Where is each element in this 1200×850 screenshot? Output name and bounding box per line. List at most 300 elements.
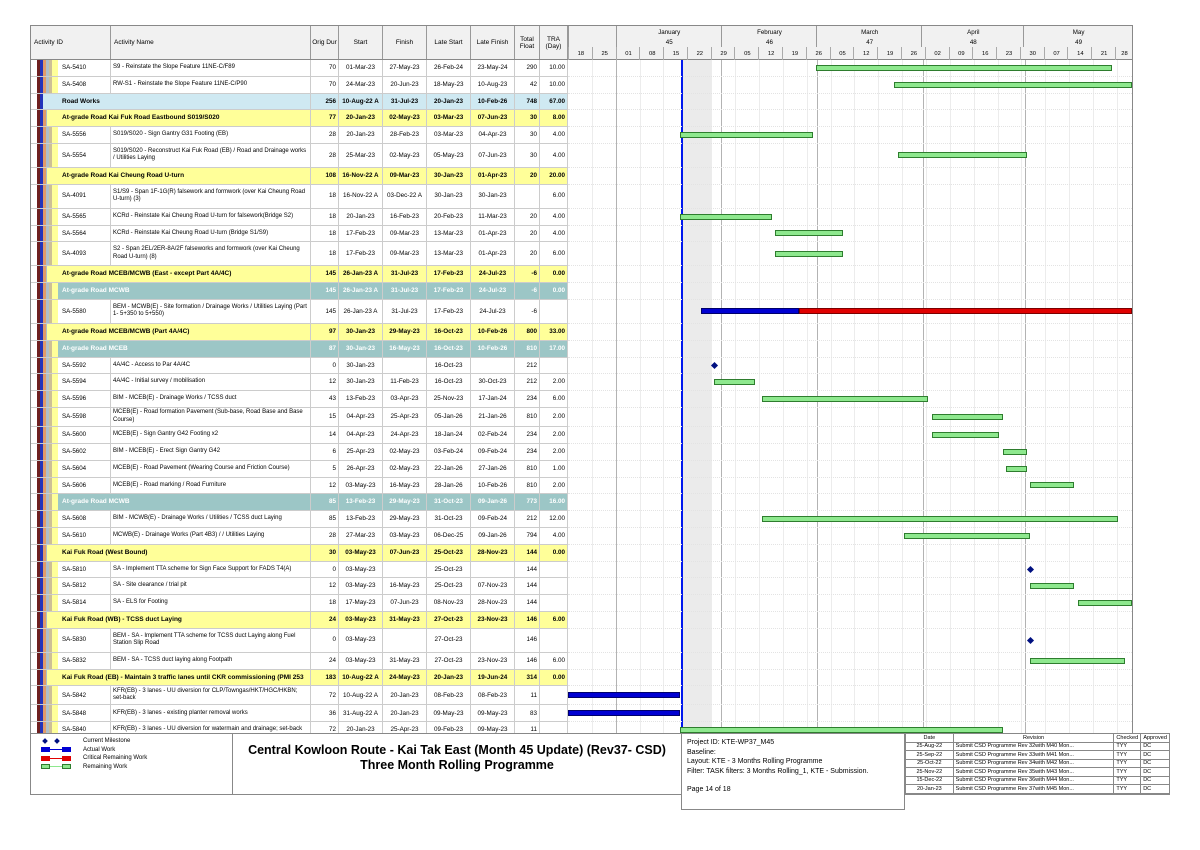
band-label: At-grade Road MCEB/MCWB (East - except Part 4A/4C)	[31, 266, 311, 282]
activity-row[interactable]	[31, 408, 1132, 427]
activity-row[interactable]	[31, 629, 1132, 653]
activity-row[interactable]	[31, 705, 1132, 722]
late-start-date: 18-Jan-24	[427, 427, 471, 443]
gantt-row	[568, 110, 1132, 127]
total-float: 212	[515, 511, 540, 527]
activity-id: SA-5840	[31, 722, 111, 738]
activity-row[interactable]	[31, 595, 1132, 612]
late-finish-date	[471, 562, 515, 578]
start-date: 30-Jan-23	[339, 324, 383, 340]
activity-name: S2 - Span 2EL/2ER-8A/2F falseworks and formwork (over Kai Cheung Road U-turn) (8)	[111, 242, 311, 265]
remaining-work-bar[interactable]	[1003, 449, 1027, 455]
week-tick-label: 30	[1020, 47, 1045, 61]
activity-id: SA-5610	[31, 528, 111, 544]
late-start-date: 16-Oct-23	[427, 324, 471, 340]
actual-work-bar[interactable]	[701, 308, 800, 314]
revision-cell	[906, 794, 954, 795]
tra-days: 33.00	[540, 324, 568, 340]
activity-name: MCEB(E) - Road Pavement (Wearing Course and Friction Course)	[111, 461, 311, 477]
actual-bar-icon	[41, 747, 77, 752]
total-float: 83	[515, 705, 540, 721]
start-date: 30-Jan-23	[339, 341, 383, 357]
timeline-header	[568, 26, 1132, 59]
gantt-row	[568, 545, 1132, 562]
late-finish-date: 09-Feb-24	[471, 444, 515, 460]
revision-cell: TYY	[1114, 768, 1141, 776]
finish-date: 16-May-23	[383, 578, 427, 594]
group-band-row[interactable]	[31, 94, 1132, 111]
gantt-row	[568, 358, 1132, 375]
activity-row[interactable]	[31, 686, 1132, 705]
tra-days	[540, 300, 568, 323]
band-label: At-grade Road MCEB	[31, 341, 311, 357]
revision-cell: DC	[1143, 751, 1152, 758]
activity-id: SA-4093	[31, 242, 111, 265]
critical-work-bar[interactable]	[799, 308, 1132, 314]
column-header-tra-day-[interactable]: TRA (Day)	[540, 26, 568, 59]
tra-days	[540, 578, 568, 594]
total-float: 234	[515, 427, 540, 443]
group-band-row[interactable]	[31, 283, 1132, 300]
group-band-row[interactable]	[31, 324, 1132, 341]
gantt-row	[568, 226, 1132, 243]
remaining-work-bar[interactable]	[762, 396, 928, 402]
activity-name: 4A/4C - Access to Par 4A/4C	[111, 358, 311, 374]
total-float: 11	[515, 686, 540, 704]
activity-name: BEM - SA - TCSS duct laying along Footpath	[111, 653, 311, 669]
late-finish-date: 07-Jun-23	[471, 110, 515, 126]
activity-row[interactable]	[31, 562, 1132, 579]
finish-date: 07-Jun-23	[383, 595, 427, 611]
activity-id: SA-5842	[31, 686, 111, 704]
activity-id: SA-5814	[31, 595, 111, 611]
month-number: 46	[721, 38, 817, 47]
tra-days: 1.00	[540, 461, 568, 477]
week-tick-label: 19	[782, 47, 807, 61]
column-header-orig-dur[interactable]: Orig Dur	[311, 26, 339, 59]
activity-id: SA-5608	[31, 511, 111, 527]
revision-cell: 20-Jan-23	[906, 785, 954, 793]
tra-days: 2.00	[540, 374, 568, 390]
finish-date: 25-Apr-23	[383, 722, 427, 738]
late-finish-date: 21-Jan-26	[471, 408, 515, 426]
legend-item-milestone	[41, 737, 232, 745]
orig-dur: 6	[311, 444, 339, 460]
total-float: 144	[515, 545, 540, 561]
gantt-row	[568, 324, 1132, 341]
finish-date: 20-Jan-23	[383, 705, 427, 721]
finish-date: 03-Apr-23	[383, 391, 427, 407]
late-finish-date: 30-Jan-23	[471, 185, 515, 208]
start-date: 03-May-23	[339, 629, 383, 652]
total-float: 800	[515, 324, 540, 340]
late-start-date: 25-Oct-23	[427, 562, 471, 578]
orig-dur: 145	[311, 266, 339, 282]
gantt-row	[568, 629, 1132, 653]
activity-id: SA-5556	[31, 127, 111, 143]
project-info-line: Filter: TASK filters: 3 Months Rolling_1, KTE - Submission.	[687, 767, 869, 775]
start-date: 03-May-23	[339, 653, 383, 669]
orig-dur: 87	[311, 341, 339, 357]
finish-date: 09-Mar-23	[383, 242, 427, 265]
late-start-date: 03-Mar-23	[427, 110, 471, 126]
milestone-diamond[interactable]	[711, 362, 718, 369]
gantt-row	[568, 595, 1132, 612]
activity-name: S019/S020 - Reconstruct Kai Fuk Road (EB) / Road and Drainage works / Utilities Laying	[111, 144, 311, 167]
orig-dur: 28	[311, 127, 339, 143]
start-date: 16-Nov-22 A	[339, 168, 383, 184]
programme-subtitle: Three Month Rolling Programme	[360, 758, 554, 772]
remaining-work-bar[interactable]	[680, 132, 813, 138]
late-finish-date: 24-Jul-23	[471, 300, 515, 323]
revision-cell: Revision	[954, 734, 1115, 742]
orig-dur: 183	[311, 670, 339, 686]
orig-dur: 0	[311, 629, 339, 652]
week-tick-label: 19	[877, 47, 902, 61]
orig-dur: 0	[311, 358, 339, 374]
activity-name: KFR(EB) - 3 lanes - UU diversion for watermain and drainage; set-back	[111, 722, 311, 738]
activity-row[interactable]	[31, 511, 1132, 528]
activity-id: SA-5580	[31, 300, 111, 323]
activity-id: SA-5600	[31, 427, 111, 443]
revision-cell: 25-Nov-22	[906, 768, 954, 776]
tra-days: 4.00	[540, 209, 568, 225]
remaining-work-bar[interactable]	[775, 230, 843, 236]
total-float: 212	[515, 374, 540, 390]
activity-name: BIM - MCEB(E) - Erect Sign Gantry G42	[111, 444, 311, 460]
gantt-row	[568, 511, 1132, 528]
finish-date: 24-May-23	[383, 670, 427, 686]
remaining-work-bar[interactable]	[932, 414, 1003, 420]
late-start-date: 25-Nov-23	[427, 391, 471, 407]
gantt-row	[568, 705, 1132, 722]
activity-name: MCEB(E) - Road marking / Road Furniture	[111, 478, 311, 494]
start-date: 31-Aug-22 A	[339, 705, 383, 721]
month-label	[568, 26, 617, 38]
week-tick-label: 28	[1115, 47, 1133, 61]
activity-row[interactable]	[31, 226, 1132, 243]
activity-row[interactable]	[31, 144, 1132, 168]
band-label: At-grade Road MCEB/MCWB (Part 4A/4C)	[31, 324, 311, 340]
gantt-row	[568, 461, 1132, 478]
week-tick-label: 26	[806, 47, 831, 61]
late-start-date: 27-Oct-23	[427, 612, 471, 628]
remaining-work-bar[interactable]	[904, 533, 1030, 539]
activity-row[interactable]	[31, 60, 1132, 77]
remaining-work-bar[interactable]	[816, 65, 1112, 71]
activity-row[interactable]	[31, 578, 1132, 595]
activity-row[interactable]	[31, 300, 1132, 324]
activity-name: KCRd - Reinstate Kai Cheung Road U-turn (Bridge S1/S9)	[111, 226, 311, 242]
orig-dur: 14	[311, 427, 339, 443]
late-start-date: 03-Feb-24	[427, 444, 471, 460]
week-tick-label: 09	[949, 47, 974, 61]
revision-cell: 25-Oct-22	[906, 760, 954, 768]
total-float: 30	[515, 127, 540, 143]
late-finish-date: 01-Apr-23	[471, 242, 515, 265]
orig-dur: 145	[311, 300, 339, 323]
orig-dur: 256	[311, 94, 339, 110]
column-header-finish[interactable]: Finish	[383, 26, 427, 59]
orig-dur: 85	[311, 494, 339, 510]
tra-days	[540, 686, 568, 704]
total-float	[515, 185, 540, 208]
legend-label: Critical Remaining Work	[83, 755, 148, 761]
remaining-work-bar[interactable]	[1030, 658, 1125, 664]
actual-work-bar[interactable]	[568, 692, 680, 698]
tra-days	[540, 562, 568, 578]
activity-row[interactable]	[31, 358, 1132, 375]
late-start-date: 08-Feb-23	[427, 686, 471, 704]
remaining-bar-icon	[41, 764, 77, 769]
timeline-month-numbers	[568, 38, 1132, 47]
late-start-date: 18-May-23	[427, 77, 471, 93]
orig-dur: 18	[311, 595, 339, 611]
remaining-work-bar[interactable]	[680, 214, 772, 220]
orig-dur: 70	[311, 77, 339, 93]
column-header-total-float[interactable]: Total Float	[515, 26, 540, 59]
week-tick-label: 12	[758, 47, 783, 61]
remaining-work-bar[interactable]	[1078, 600, 1132, 606]
late-start-date: 17-Feb-23	[427, 300, 471, 323]
late-finish-date: 10-Feb-26	[471, 341, 515, 357]
gantt-row	[568, 341, 1132, 358]
group-band-row[interactable]	[31, 110, 1132, 127]
column-header-activity-id[interactable]: Activity ID	[31, 26, 111, 59]
tra-days	[540, 629, 568, 652]
week-tick-label: 07	[1044, 47, 1069, 61]
legend-label: Remaining Work	[83, 763, 128, 770]
revision-cell: TYY	[1114, 760, 1141, 768]
revision-cell: Submit CSD Programme Rev 32with M40 Mon...	[954, 743, 1115, 751]
late-start-date: 30-Jan-23	[427, 168, 471, 184]
week-tick-label: 05	[830, 47, 855, 61]
late-start-date: 09-Feb-23	[427, 722, 471, 738]
start-date: 13-Feb-23	[339, 511, 383, 527]
gantt-row	[568, 408, 1132, 427]
finish-date: 29-May-23	[383, 324, 427, 340]
start-date: 20-Jan-23	[339, 722, 383, 738]
remaining-work-bar[interactable]	[762, 516, 1119, 522]
activity-id: SA-5592	[31, 358, 111, 374]
start-date: 03-May-23	[339, 612, 383, 628]
gantt-row	[568, 686, 1132, 705]
gantt-row	[568, 94, 1132, 111]
remaining-work-bar[interactable]	[714, 379, 755, 385]
remaining-work-bar[interactable]	[894, 82, 1132, 88]
late-finish-date: 09-Jan-26	[471, 494, 515, 510]
remaining-work-bar[interactable]	[1030, 482, 1074, 488]
gantt-row	[568, 578, 1132, 595]
late-finish-date	[471, 629, 515, 652]
late-finish-date: 23-Nov-23	[471, 612, 515, 628]
tra-days: 4.00	[540, 127, 568, 143]
late-start-date: 20-Jan-23	[427, 670, 471, 686]
revision-cell: Submit CSD Programme Rev 36with M44 Mon...	[954, 777, 1115, 785]
late-start-date: 17-Feb-23	[427, 283, 471, 299]
revision-cell: TYY	[1114, 785, 1141, 793]
start-date: 20-Jan-23	[339, 127, 383, 143]
revision-cell: Submit CSD Programme Rev 34with M42 Mon...	[954, 760, 1115, 768]
remaining-work-bar[interactable]	[1006, 466, 1026, 472]
activity-row[interactable]	[31, 653, 1132, 670]
remaining-work-bar[interactable]	[775, 251, 843, 257]
orig-dur: 72	[311, 686, 339, 704]
activity-row[interactable]	[31, 391, 1132, 408]
tra-days: 20.00	[540, 168, 568, 184]
milestone-diamond[interactable]	[1027, 566, 1034, 573]
group-band-row[interactable]	[31, 612, 1132, 629]
orig-dur: 72	[311, 722, 339, 738]
total-float: 212	[515, 358, 540, 374]
month-number: 49	[1023, 38, 1133, 47]
group-band-row[interactable]	[31, 545, 1132, 562]
activity-name: BIM - MCEB(E) - Drainage Works / TCSS duct	[111, 391, 311, 407]
activity-row[interactable]	[31, 444, 1132, 461]
gantt-row	[568, 77, 1132, 94]
revision-row	[906, 760, 1169, 769]
band-label: Road Works	[31, 94, 311, 110]
late-start-date: 16-Oct-23	[427, 341, 471, 357]
late-finish-date: 02-Feb-24	[471, 427, 515, 443]
activity-row[interactable]	[31, 242, 1132, 266]
late-finish-date: 09-Jan-26	[471, 528, 515, 544]
group-band-row[interactable]	[31, 266, 1132, 283]
revision-table	[905, 733, 1170, 795]
gantt-row	[568, 168, 1132, 185]
column-header-start[interactable]: Start	[339, 26, 383, 59]
activity-row[interactable]	[31, 185, 1132, 209]
activity-row[interactable]	[31, 127, 1132, 144]
late-start-date: 31-Oct-23	[427, 511, 471, 527]
tra-days: 4.00	[540, 226, 568, 242]
remaining-work-bar[interactable]	[898, 152, 1027, 158]
timeline-months	[568, 26, 1132, 38]
gantt-row	[568, 374, 1132, 391]
finish-date: 31-May-23	[383, 653, 427, 669]
revision-row	[906, 743, 1169, 752]
finish-date: 25-Apr-23	[383, 408, 427, 426]
start-date: 03-May-23	[339, 545, 383, 561]
activity-name: MCEB(E) - Road formation Pavement (Sub-base, Road Base and Base Course)	[111, 408, 311, 426]
gantt-row	[568, 209, 1132, 226]
activity-name: KCRd - Reinstate Kai Cheung Road U-turn for falsework(Bridge S2)	[111, 209, 311, 225]
activity-id: SA-5554	[31, 144, 111, 167]
revision-cell	[1114, 794, 1141, 795]
start-date: 17-May-23	[339, 595, 383, 611]
late-finish-date: 28-Nov-23	[471, 545, 515, 561]
late-start-date: 25-Oct-23	[427, 578, 471, 594]
week-tick-label: 14	[1067, 47, 1092, 61]
start-date: 24-Mar-23	[339, 77, 383, 93]
total-float: 810	[515, 461, 540, 477]
gantt-row	[568, 670, 1132, 687]
remaining-work-bar[interactable]	[932, 432, 1000, 438]
finish-date: 20-Jun-23	[383, 77, 427, 93]
activity-row[interactable]	[31, 528, 1132, 545]
late-start-date: 25-Oct-23	[427, 545, 471, 561]
orig-dur: 5	[311, 461, 339, 477]
activity-id: SA-5594	[31, 374, 111, 390]
week-tick-label: 02	[925, 47, 950, 61]
orig-dur: 108	[311, 168, 339, 184]
band-label: Kai Fuk Road (EB) - Maintain 3 traffic lanes until CKR commissioning (PMI 253	[31, 670, 311, 686]
week-tick-label: 18	[568, 47, 593, 61]
programme-title: Central Kowloon Route - Kai Tak East (Month 45 Update) (Rev37- CSD)	[248, 743, 666, 757]
activity-name: MCEB(E) - Sign Gantry G42 Footing x2	[111, 427, 311, 443]
activity-name: KFR(EB) - 3 lanes - existing planter removal works	[111, 705, 311, 721]
orig-dur: 28	[311, 528, 339, 544]
late-start-date: 09-May-23	[427, 705, 471, 721]
tra-days: 67.00	[540, 94, 568, 110]
gantt-row	[568, 300, 1132, 324]
month-label: May	[1023, 26, 1133, 38]
column-header-late-finish[interactable]: Late Finish	[471, 26, 515, 59]
gantt-row	[568, 283, 1132, 300]
finish-date: 24-Apr-23	[383, 427, 427, 443]
start-date: 17-Feb-23	[339, 226, 383, 242]
start-date: 25-Apr-23	[339, 444, 383, 460]
late-start-date: 31-Oct-23	[427, 494, 471, 510]
activity-row[interactable]	[31, 461, 1132, 478]
activity-row[interactable]	[31, 478, 1132, 495]
remaining-work-bar[interactable]	[1030, 583, 1074, 589]
gantt-row	[568, 242, 1132, 266]
activity-id: SA-5832	[31, 653, 111, 669]
late-start-date: 22-Jan-26	[427, 461, 471, 477]
activity-name: KFR(EB) - 3 lanes - UU diversion for CLP/Towngas/HKT/HGC/HKBN; set-back	[111, 686, 311, 704]
total-float: 794	[515, 528, 540, 544]
finish-date: 29-May-23	[383, 511, 427, 527]
actual-work-bar[interactable]	[568, 710, 680, 716]
project-info-line: Baseline:	[687, 748, 716, 756]
activity-name: BEM - MCWB(E) - Site formation / Drainage Works / Utilities Laying (Part 1- 5+350 to 5+550)	[111, 300, 311, 323]
group-band-row[interactable]	[31, 341, 1132, 358]
group-band-row[interactable]	[31, 494, 1132, 511]
activity-row[interactable]	[31, 374, 1132, 391]
late-finish-date: 30-Oct-23	[471, 374, 515, 390]
group-band-row[interactable]	[31, 670, 1132, 687]
band-label: At-grade Road Kai Cheung Road U-turn	[31, 168, 311, 184]
activity-row[interactable]	[31, 77, 1132, 94]
total-float: 30	[515, 144, 540, 167]
start-date: 13-Feb-23	[339, 494, 383, 510]
week-tick-label: 08	[639, 47, 664, 61]
group-band-row[interactable]	[31, 168, 1132, 185]
total-float: 144	[515, 578, 540, 594]
total-float: 314	[515, 670, 540, 686]
milestone-diamond[interactable]	[1027, 637, 1034, 644]
tra-days: 12.00	[540, 511, 568, 527]
column-header-late-start[interactable]: Late Start	[427, 26, 471, 59]
orig-dur: 15	[311, 408, 339, 426]
activity-name: SA - Site clearance / trial pit	[111, 578, 311, 594]
column-header-activity-name[interactable]: Activity Name	[111, 26, 311, 59]
gantt-row	[568, 144, 1132, 168]
month-label: February	[721, 26, 817, 38]
gantt-row	[568, 478, 1132, 495]
revision-cell: TYY	[1114, 777, 1141, 785]
tra-days: 10.00	[540, 60, 568, 76]
activity-row[interactable]	[31, 209, 1132, 226]
late-start-date: 13-Mar-23	[427, 242, 471, 265]
activity-row[interactable]	[31, 427, 1132, 444]
gantt-row	[568, 266, 1132, 283]
orig-dur: 12	[311, 374, 339, 390]
activity-name: BIM - MCWB(E) - Drainage Works / Utilities / TCSS duct Laying	[111, 511, 311, 527]
legend-item-remaining	[41, 763, 232, 771]
start-date: 01-Mar-23	[339, 60, 383, 76]
